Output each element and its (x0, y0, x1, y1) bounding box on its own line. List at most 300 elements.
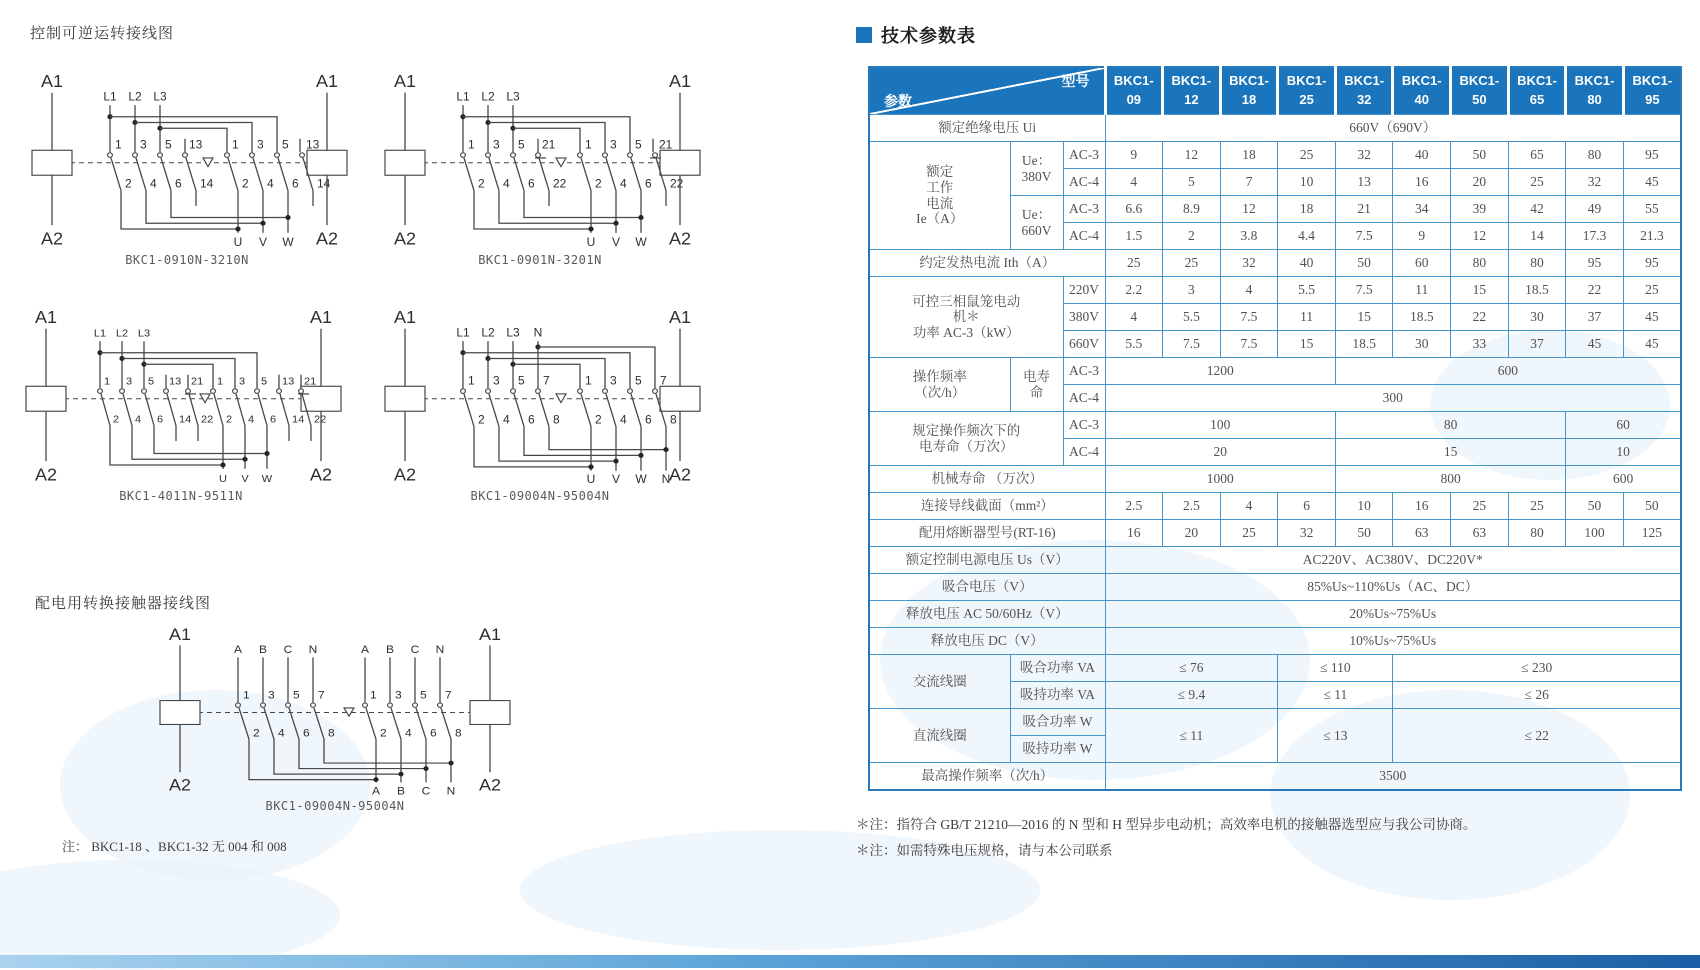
input-label: L2 (481, 90, 495, 104)
row-dc-coil-pickup (869, 709, 1681, 736)
cell: 20 (1105, 439, 1335, 466)
cell: 45 (1623, 331, 1681, 358)
right-coil (470, 625, 510, 795)
output-label: W (635, 473, 647, 487)
right-coil (660, 71, 700, 248)
coil-a2-label: A2 (668, 228, 692, 249)
transfer-diagrams-title: 配电用转换接触器接线图 (35, 596, 212, 612)
cell: 11 (1278, 304, 1336, 331)
cell: 15 (1278, 331, 1336, 358)
contact-number: 14 (292, 413, 305, 426)
cell: 2.5 (1105, 493, 1163, 520)
cell: 50 (1623, 493, 1681, 520)
left-coil (160, 625, 200, 795)
load-lines (474, 427, 670, 487)
section-marker-icon (856, 27, 872, 43)
cell: 5.5 (1278, 277, 1336, 304)
row-max-op-frequency (869, 763, 1681, 791)
cell: 2 (1163, 223, 1221, 250)
contact-number: 7 (445, 690, 452, 702)
row-label: 最高操作频率（次/h） (869, 763, 1105, 791)
cell: 37 (1566, 304, 1624, 331)
contact-number: 4 (620, 177, 627, 191)
cell: 9 (1393, 223, 1451, 250)
cell: 34 (1393, 196, 1451, 223)
cell: 32 (1278, 520, 1336, 547)
cell: 5.5 (1163, 304, 1221, 331)
input-label: C (283, 644, 293, 656)
contact-number: 4 (405, 727, 412, 740)
cell: 32 (1220, 250, 1278, 277)
coil-a1-label: A1 (315, 71, 339, 91)
input-label: L1 (93, 327, 107, 340)
input-label: L2 (481, 326, 495, 340)
cell: 25 (1278, 142, 1336, 169)
cell: 20 (1163, 520, 1221, 547)
cell: 25 (1508, 493, 1566, 520)
load-lines (249, 739, 455, 797)
cell: 42 (1508, 196, 1566, 223)
cell: 25 (1105, 250, 1163, 277)
model-prefix: BKC1- (1459, 73, 1500, 89)
cell: 65 (1508, 142, 1566, 169)
sub-label-electrical-life (1010, 358, 1063, 412)
contact-number: 7 (318, 690, 325, 702)
model-prefix: BKC1- (1344, 73, 1385, 89)
cell: 1200 (1105, 358, 1335, 385)
output-label: V (611, 236, 621, 250)
corner-cell (869, 67, 1105, 115)
model-header (1451, 67, 1509, 115)
cell: 7.5 (1335, 223, 1393, 250)
cell: 4.4 (1278, 223, 1336, 250)
model-prefix: BKC1- (1286, 73, 1327, 89)
label-line: 功率 AC-3（kW） (912, 324, 1020, 340)
reversing-wiring-diagram-4 (375, 298, 705, 488)
contact-number: 2 (242, 177, 249, 191)
footnote-2: ＊注：如需特殊电压规格，请与本公司联系 (856, 843, 1113, 858)
model-prefix: BKC1- (1632, 73, 1673, 89)
cell: 20%Us~75%Us (1105, 601, 1681, 628)
watermark-blob (0, 860, 340, 970)
cell: ≤ 11 (1105, 709, 1278, 763)
model-header (1623, 67, 1681, 115)
row-label-electrical-life (869, 412, 1063, 466)
cell: 2.2 (1105, 277, 1163, 304)
cell: 16 (1393, 169, 1451, 196)
output-label: W (635, 236, 647, 250)
output-label: B (396, 785, 406, 798)
model-number: 65 (1529, 92, 1545, 107)
row-control-voltage (869, 547, 1681, 574)
row-label: 额定绝缘电压 Ui (869, 115, 1105, 142)
contact-number: 1 (243, 690, 250, 702)
contact-number: 3 (610, 138, 617, 152)
cell: 18.5 (1335, 331, 1393, 358)
interlock-symbol (556, 394, 566, 403)
contact-number: 1 (370, 690, 377, 702)
cell: 660V（690V） (1105, 115, 1681, 142)
contact-number: 6 (270, 413, 277, 426)
contact-poles (108, 139, 331, 206)
contact-number: 13 (169, 375, 182, 388)
model-header (1105, 67, 1163, 115)
row-ie-380-ac3 (869, 142, 1681, 169)
cell: ≤ 230 (1393, 655, 1681, 682)
diagram-caption: BKC1-0910N-3210N (125, 253, 249, 267)
output-label: C (421, 785, 431, 798)
contact-number: 6 (430, 727, 437, 740)
input-label: L2 (115, 327, 129, 340)
output-label: V (611, 473, 621, 487)
cell: 63 (1393, 520, 1451, 547)
contact-number: 1 (468, 138, 475, 152)
cell: 4 (1220, 277, 1278, 304)
coil-a1-label: A1 (34, 307, 58, 327)
contact-number: 3 (239, 375, 246, 388)
diagram-caption: BKC1-09004N-95004N (265, 799, 405, 813)
contact-number: 4 (150, 177, 157, 191)
coil-a2-label: A2 (34, 464, 58, 485)
label-line: 电流 (926, 195, 954, 211)
contact-number: 7 (660, 374, 667, 388)
contact-number: 6 (645, 413, 652, 427)
sub-label-ac3: AC-3 (1063, 358, 1105, 385)
contact-poles (461, 139, 684, 206)
label-line: Ue： (1021, 206, 1052, 222)
input-label: L3 (506, 326, 520, 340)
contact-poles (461, 375, 678, 427)
output-label: W (282, 236, 294, 250)
contact-number: 5 (282, 138, 289, 152)
reversing-diagrams-title: 控制可逆运转接线图 (30, 26, 175, 42)
cell: 15 (1335, 304, 1393, 331)
cell: 15 (1451, 277, 1509, 304)
contact-number: 5 (518, 374, 525, 388)
cell: 40 (1393, 142, 1451, 169)
cell: 10 (1335, 493, 1393, 520)
cell: ≤ 22 (1393, 709, 1681, 763)
cell: 50 (1566, 493, 1624, 520)
cell: 3500 (1105, 763, 1681, 791)
contact-number: 8 (553, 413, 560, 427)
cell: 25 (1451, 493, 1509, 520)
row-label: 吸合电压（V） (869, 574, 1105, 601)
contact-number: 3 (493, 138, 500, 152)
cell: 63 (1451, 520, 1509, 547)
cell: 4 (1105, 304, 1163, 331)
cell: 3.8 (1220, 223, 1278, 250)
contact-number: 13 (282, 375, 295, 388)
coil-a2-label: A2 (479, 775, 501, 795)
model-header (1163, 67, 1221, 115)
row-wire-section (869, 493, 1681, 520)
model-header (1566, 67, 1624, 115)
input-label: L1 (456, 90, 470, 104)
cell: 10 (1278, 169, 1336, 196)
contact-number: 6 (175, 177, 182, 191)
input-label: B (385, 644, 395, 656)
output-label: V (258, 236, 268, 250)
footnote-1: ＊注：指符合 GB/T 21210—2016 的 N 型和 H 型异步电动机；高效率电机的接触器选型应与我公司协商。 (856, 817, 1477, 832)
cell: 2.5 (1163, 493, 1221, 520)
contact-number: 21 (191, 375, 204, 388)
diagram-caption: BKC1-09004N-95004N (470, 489, 610, 503)
row-label: 连接导线截面（mm²） (869, 493, 1105, 520)
cell: 7.5 (1220, 331, 1278, 358)
contact-number: 6 (292, 177, 299, 191)
contact-number: 6 (157, 413, 164, 426)
cell: 5 (1163, 169, 1221, 196)
contact-number: 1 (468, 374, 475, 388)
right-coil (301, 307, 341, 484)
output-label: A (371, 785, 381, 798)
contact-number: 22 (553, 177, 567, 191)
contact-number: 14 (317, 177, 331, 191)
corner-param-label: 参数 (884, 92, 912, 109)
cell: ≤ 11 (1278, 682, 1393, 709)
cell: 9 (1105, 142, 1163, 169)
cell: 12 (1220, 196, 1278, 223)
contact-number: 3 (140, 138, 147, 152)
cell: 18.5 (1393, 304, 1451, 331)
model-prefix: BKC1- (1229, 73, 1269, 89)
load-lines (474, 191, 648, 250)
left-coil (32, 71, 72, 248)
contact-number: 1 (217, 375, 224, 388)
cell: 25 (1163, 250, 1221, 277)
coil-a2-label: A2 (393, 228, 417, 249)
model-header (1393, 67, 1451, 115)
contact-number: 2 (478, 413, 485, 427)
contact-number: 14 (179, 413, 192, 426)
cell: 25 (1220, 520, 1278, 547)
sub-label: 吸合功率 W (1010, 709, 1105, 736)
cell: 30 (1393, 331, 1451, 358)
sub-label-220v: 220V (1063, 277, 1105, 304)
contact-number: 5 (293, 690, 300, 702)
coil-a2-label: A2 (668, 464, 692, 485)
model-number: 95 (1645, 92, 1660, 107)
wiring-diagram-bkc1-0901n-3201n (375, 62, 705, 267)
wiring-diagram-bkc1-09004n-95004n (375, 298, 705, 503)
cell: 80 (1508, 250, 1566, 277)
cell: 33 (1451, 331, 1509, 358)
row-label: 配用熔断器型号(RT-16) (869, 520, 1105, 547)
contact-number: 4 (267, 177, 274, 191)
input-label: L1 (103, 90, 117, 104)
output-label: W (261, 473, 273, 486)
cell: ≤ 76 (1105, 655, 1278, 682)
row-fuse-type (869, 520, 1681, 547)
cell: 25 (1623, 277, 1681, 304)
row-insulation-voltage (869, 115, 1681, 142)
cell: 37 (1508, 331, 1566, 358)
contact-number: 21 (304, 375, 317, 388)
sub-label: 吸持功率 VA (1010, 682, 1105, 709)
cell: 22 (1566, 277, 1624, 304)
cell: AC220V、AC380V、DC220V* (1105, 547, 1681, 574)
cell: 1.5 (1105, 223, 1163, 250)
left-footnote: 注： BKC1-18 、BKC1-32 无 004 和 008 (62, 839, 287, 854)
contact-number: 4 (248, 413, 255, 426)
cell: 7.5 (1220, 304, 1278, 331)
model-prefix: BKC1- (1517, 73, 1557, 89)
input-label: L3 (153, 90, 167, 104)
output-label: U (219, 473, 227, 486)
row-label-dc-coil: 直流线圈 (869, 709, 1010, 763)
input-label: L2 (128, 90, 142, 104)
contact-number: 6 (303, 727, 310, 740)
model-number: 18 (1241, 92, 1257, 107)
cell: 12 (1163, 142, 1221, 169)
model-number: 40 (1414, 92, 1429, 107)
contact-number: 4 (278, 727, 285, 740)
reversing-wiring-diagram-1 (22, 62, 352, 252)
contact-number: 13 (189, 138, 203, 152)
cell: 18.5 (1508, 277, 1566, 304)
cell: 16 (1105, 520, 1163, 547)
coil-a2-label: A2 (309, 464, 333, 485)
output-label: V (241, 473, 249, 486)
sub-label-ue380 (1010, 142, 1063, 196)
input-label: C (410, 644, 420, 656)
cell: 45 (1623, 304, 1681, 331)
contact-number: 5 (261, 375, 268, 388)
contact-number: 1 (585, 138, 592, 152)
cell: 20 (1451, 169, 1509, 196)
model-header (1508, 67, 1566, 115)
label-line: 机＊ (952, 309, 980, 325)
contact-number: 8 (670, 413, 677, 427)
contact-number: 5 (518, 138, 525, 152)
label-line: 命 (1029, 384, 1044, 400)
contact-number: 3 (610, 374, 617, 388)
input-label: L3 (137, 327, 151, 340)
output-label: U (233, 236, 243, 250)
cell: 8.9 (1163, 196, 1221, 223)
contact-number: 14 (200, 177, 214, 191)
cell: 100 (1566, 520, 1624, 547)
cell: 95 (1623, 142, 1681, 169)
contact-number: 22 (201, 413, 214, 426)
sub-label-ac4: AC-4 (1063, 385, 1105, 412)
cell: 11 (1393, 277, 1451, 304)
model-prefix: BKC1- (1113, 73, 1154, 89)
left-coil (385, 307, 425, 484)
section-title: 技术参数表 (881, 26, 976, 46)
cell: 4 (1105, 169, 1163, 196)
coil-a1-label: A1 (309, 307, 333, 327)
input-label: N (533, 326, 543, 340)
contact-number: 8 (328, 727, 335, 740)
contact-number: 5 (420, 690, 427, 702)
coil-a2-label: A2 (40, 228, 64, 249)
cell: 85%Us~110%Us（AC、DC） (1105, 574, 1681, 601)
cell: 50 (1335, 250, 1393, 277)
row-label: 释放电压 DC（V） (869, 628, 1105, 655)
cell: 21 (1335, 196, 1393, 223)
cell: 600 (1335, 358, 1681, 385)
cell: 80 (1335, 412, 1565, 439)
contact-number: 6 (645, 177, 652, 191)
model-number: 09 (1126, 92, 1142, 107)
contact-number: 2 (595, 177, 602, 191)
contact-number: 1 (104, 375, 111, 388)
cell: 6 (1278, 493, 1336, 520)
sub-label: 吸合功率 VA (1010, 655, 1105, 682)
label-line: Ue： (1021, 152, 1052, 168)
cell: 7 (1220, 169, 1278, 196)
contact-number: 4 (503, 177, 510, 191)
left-coil (385, 71, 425, 248)
load-lines (110, 426, 273, 486)
cell: 50 (1335, 520, 1393, 547)
model-prefix: BKC1- (1171, 73, 1212, 89)
contact-number: 22 (670, 177, 684, 191)
cell: 25 (1508, 169, 1566, 196)
model-number: 50 (1472, 92, 1487, 107)
contact-number: 1 (585, 374, 592, 388)
output-label: N (446, 785, 456, 798)
label-line: 电寿命（万次） (919, 438, 1014, 454)
contact-number: 2 (380, 727, 387, 740)
cell: 13 (1335, 169, 1393, 196)
sub-label-ac3: AC-3 (1063, 412, 1105, 439)
row-ith (869, 250, 1681, 277)
input-label: A (233, 644, 243, 656)
contact-number: 8 (455, 727, 462, 740)
input-label: L1 (456, 326, 470, 340)
coil-a1-label: A1 (668, 71, 692, 91)
row-mechanical-life (869, 466, 1681, 493)
contact-number: 7 (543, 374, 550, 388)
contact-number: 1 (115, 138, 122, 152)
contact-number: 4 (135, 413, 142, 426)
contact-number: 13 (306, 138, 320, 152)
row-pickup-voltage (869, 574, 1681, 601)
model-prefix: BKC1- (1401, 73, 1442, 89)
label-line: 工作 (926, 179, 954, 195)
model-prefix: BKC1- (1574, 73, 1615, 89)
contact-number: 5 (635, 138, 642, 152)
output-label: U (586, 473, 596, 487)
contact-number: 3 (126, 375, 133, 388)
tech-params-header (856, 22, 976, 48)
cell: 60 (1566, 412, 1681, 439)
cell: 800 (1335, 466, 1565, 493)
load-lines (121, 191, 295, 250)
model-header (1278, 67, 1336, 115)
reversing-wiring-diagram-3 (16, 298, 346, 488)
cell: 80 (1566, 142, 1624, 169)
sub-label-660v: 660V (1063, 331, 1105, 358)
coil-a1-label: A1 (40, 71, 64, 91)
model-number: 25 (1299, 92, 1314, 107)
contact-number: 22 (314, 413, 327, 426)
reversing-wiring-diagram-2 (375, 62, 705, 252)
cell: 10%Us~75%Us (1105, 628, 1681, 655)
output-label: N (661, 473, 671, 487)
table-footnotes (856, 812, 1476, 864)
contact-number: 5 (148, 375, 155, 388)
cell: ≤ 110 (1278, 655, 1393, 682)
cell: 100 (1105, 412, 1335, 439)
diagram-caption: BKC1-4011N-9511N (119, 489, 243, 503)
row-label: 额定控制电源电压 Us（V） (869, 547, 1105, 574)
contact-number: 3 (493, 374, 500, 388)
cell: 21.3 (1623, 223, 1681, 250)
